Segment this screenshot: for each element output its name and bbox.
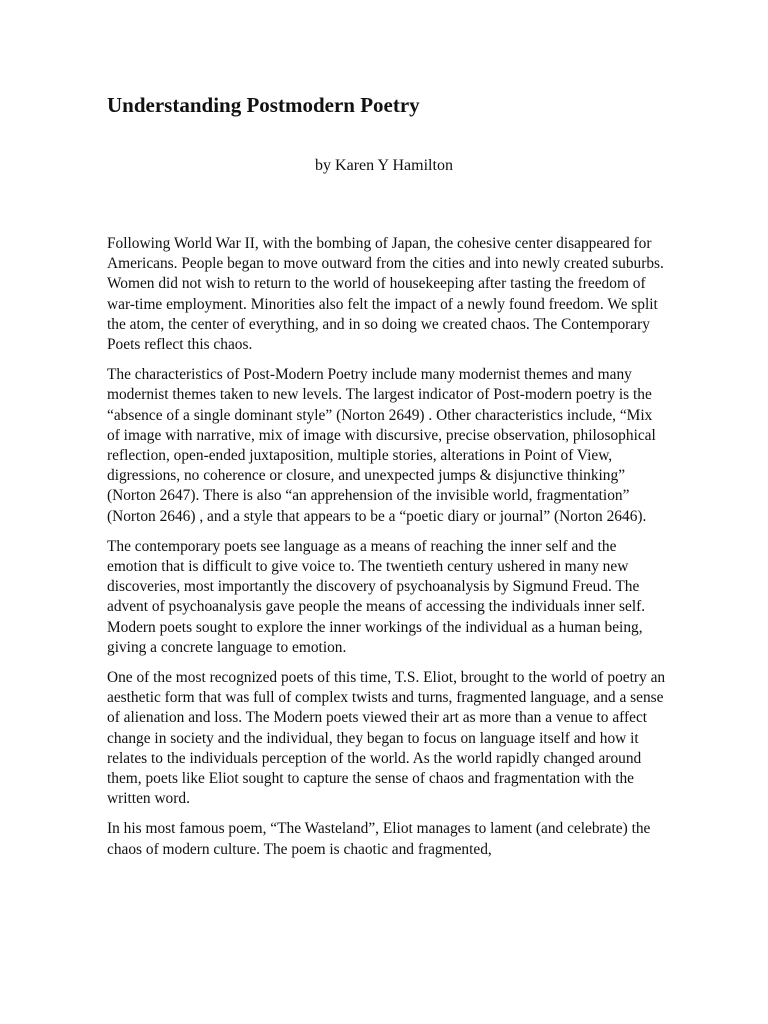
paragraph: One of the most recognized poets of this time, T.S. Eliot, brought to the world of poetry an aesthetic form that was full of complex twists and turns, fragmented language, and a sense of alienation and loss. The Modern poets viewed their art as more than a venue to affect change in society and the individual, they began to focus on language itself and how it relates to the individuals perception of the world. As the world rapidly changed around them, poets like Eliot sought to capture the sense of chaos and fragmentation with the written word. xyxy=(107,669,666,808)
document-body xyxy=(107,234,667,870)
paragraph: The characteristics of Post-Modern Poetry include many modernist themes and many modernist themes taken to new levels. The largest indicator of Post-modern poetry is the “absence of a single dominant style” (Norton 2649) . Other characteristics include, “Mix of image with narrative, mix of image with discursive, precise observation, philosophical reflection, open-ended juxtaposition, multiple stories, alterations in Point of View, digressions, no coherence or closure, and unexpected jumps & disjunctive thinking” (Norton 2647). There is also “an apprehension of the invisible world, fragmentation” (Norton 2646) , and a style that appears to be a “poetic diary or journal” (Norton 2646). xyxy=(107,366,656,525)
paragraph: In his most famous poem, “The Wasteland”, Eliot manages to lament (and celebrate) the chaos of modern culture. The poem is chaotic and fragmented, xyxy=(107,820,651,858)
paragraph: The contemporary poets see language as a means of reaching the inner self and the emotion that is difficult to give voice to. The twentieth century ushered in many new discoveries, most importantly the discovery of psychoanalysis by Sigmund Freud. The advent of psychoanalysis gave people the means of accessing the individuals inner self. Modern poets sought to explore the inner workings of the individual as a human being, giving a concrete language to emotion. xyxy=(107,537,646,656)
author-byline: by Karen Y Hamilton xyxy=(315,157,453,174)
document-title: Understanding Postmodern Poetry xyxy=(107,93,420,117)
paragraph: Following World War II, with the bombing of Japan, the cohesive center disappeared for Americans. People began to move outward from the cities and into newly created suburbs. Women did not wish to return to the world of housekeeping after tasting the freedom of war-time employment. Minorities also felt the impact of a newly found freedom. We split the atom, the center of everything, and in so doing we created chaos. The Contemporary Poets reflect this chaos. xyxy=(107,235,664,354)
